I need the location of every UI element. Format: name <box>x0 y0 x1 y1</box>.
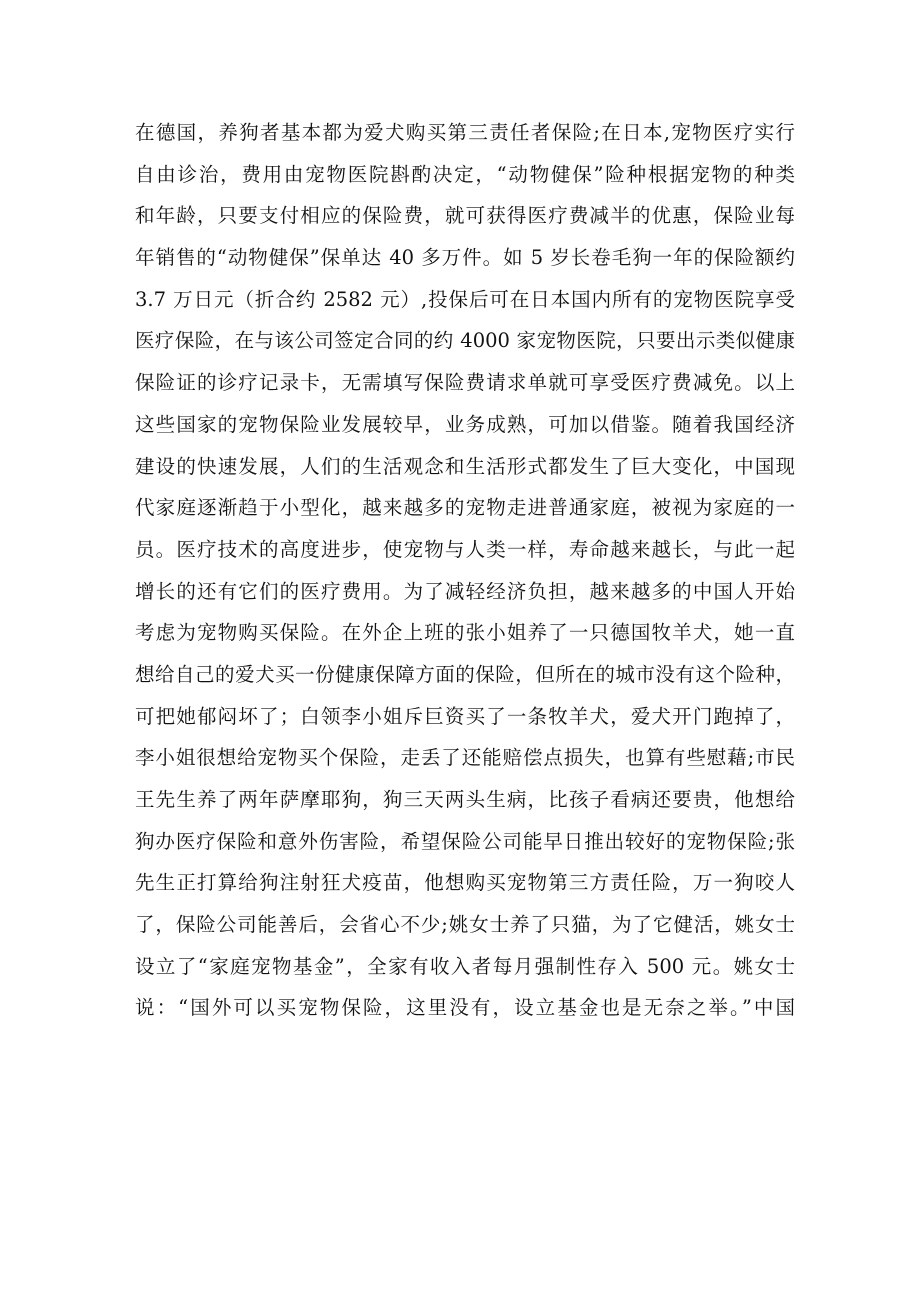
text-line-19: 先生正打算给狗注射狂犬疫苗，他想购买宠物第三方责任险，万一狗咬人 <box>135 871 795 895</box>
text-line-3: 和年龄，只要支付相应的保险费，就可获得医疗费减半的优惠，保险业每 <box>135 204 795 228</box>
text-line-9: 建设的快速发展，人们的生活观念和生活形式都发生了巨大变化，中国现 <box>135 454 795 478</box>
body-paragraph <box>135 112 795 1029</box>
text-line-11: 员。医疗技术的高度进步，使宠物与人类一样，寿命越来越长，与此一起 <box>135 537 795 561</box>
text-line-16: 李小姐很想给宠物买个保险，走丢了还能赔偿点损失，也算有些慰藉;市民 <box>135 746 795 770</box>
text-line-13: 考虑为宠物购买保险。在外企上班的张小姐养了一只德国牧羊犬，她一直 <box>135 621 795 645</box>
text-line-1: 在德国，养狗者基本都为爱犬购买第三责任者保险;在日本,宠物医疗实行 <box>135 121 795 144</box>
text-line-7: 保险证的诊疗记录卡，无需填写保险费请求单就可享受医疗费减免。以上 <box>135 371 795 395</box>
text-line-20: 了，保险公司能善后，会省心不少;姚女士养了只猫，为了它健活，姚女士 <box>135 913 795 937</box>
text-line-21: 设立了“家庭宠物基金”，全家有收入者每月强制性存入 500 元。姚女士 <box>135 954 795 978</box>
text-line-5: 3.7 万日元（折合约 2582 元）,投保后可在日本国内所有的宠物医院享受 <box>135 287 795 311</box>
text-line-12: 增长的还有它们的医疗费用。为了减轻经济负担，越来越多的中国人开始 <box>135 579 795 603</box>
text-line-14: 想给自己的爱犬买一份健康保障方面的保险，但所在的城市没有这个险种， <box>135 662 795 686</box>
text-line-4: 年销售的“动物健保”保单达 40 多万件。如 5 岁长卷毛狗一年的保险额约 <box>135 246 795 270</box>
text-line-10: 代家庭逐渐趋于小型化，越来越多的宠物走进普通家庭，被视为家庭的一 <box>135 496 795 520</box>
text-line-2: 自由诊治，费用由宠物医院斟酌决定，“动物健保”险种根据宠物的种类 <box>135 162 795 186</box>
text-line-18: 狗办医疗保险和意外伤害险，希望保险公司能早日推出较好的宠物保险;张 <box>135 829 795 853</box>
text-line-8: 这些国家的宠物保险业发展较早，业务成熟，可加以借鉴。随着我国经济 <box>135 412 795 436</box>
text-line-17: 王先生养了两年萨摩耶狗，狗三天两头生病，比孩子看病还要贵，他想给 <box>135 788 795 811</box>
text-line-22: 说：“国外可以买宠物保险，这里没有，设立基金也是无奈之举。”中国 <box>135 996 795 1020</box>
text-line-15: 可把她郁闷坏了；白领李小姐斥巨资买了一条牧羊犬，爱犬开门跑掉了， <box>135 704 795 728</box>
text-line-6: 医疗保险，在与该公司签定合同的约 4000 家宠物医院，只要出示类似健康 <box>135 329 795 353</box>
